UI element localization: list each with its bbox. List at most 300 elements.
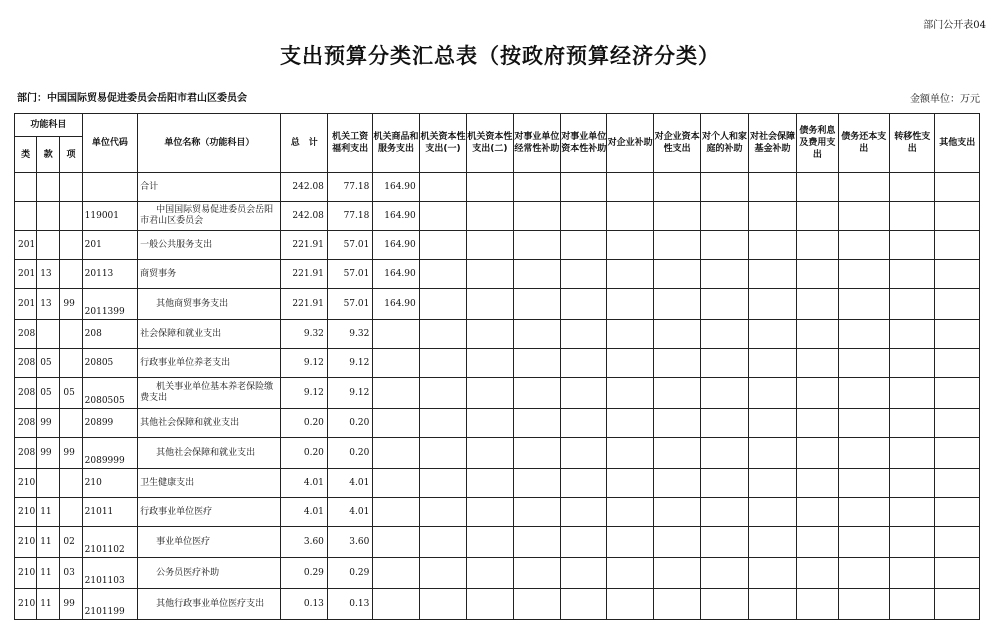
unit-name-cell — [138, 231, 281, 260]
salary-welfare-cell: 77.18 — [327, 202, 372, 231]
xiang-cell — [60, 498, 82, 527]
table-row — [15, 231, 980, 260]
empty-cell — [653, 438, 700, 469]
empty-cell — [513, 498, 560, 527]
xiang-cell: 99 — [60, 589, 82, 620]
empty-cell — [748, 289, 796, 320]
salary-welfare-cell: 57.01 — [327, 260, 372, 289]
empty-cell — [467, 527, 513, 558]
unit-name-text: 其他行政事业单位医疗支出 — [156, 598, 265, 609]
lei-cell: 210 — [15, 527, 37, 558]
empty-cell — [797, 438, 838, 469]
empty-cell — [748, 469, 796, 498]
unit-code-cell: 20899 — [82, 409, 138, 438]
unit-name-text: 行政事业单位养老支出 — [140, 357, 231, 368]
col-header: 机关资本性支出(一) — [419, 114, 466, 173]
xiang-cell — [60, 260, 82, 289]
goods-services-cell — [373, 409, 419, 438]
goods-services-cell: 164.90 — [373, 173, 419, 202]
empty-cell — [838, 289, 889, 320]
total-cell: 3.60 — [281, 527, 327, 558]
unit-name-text: 其他社会保障和就业支出 — [140, 417, 240, 428]
empty-cell — [797, 378, 838, 409]
salary-welfare-cell: 4.01 — [327, 498, 372, 527]
lei-cell: 201 — [15, 231, 37, 260]
empty-cell — [838, 320, 889, 349]
kuan-cell: 99 — [37, 438, 60, 469]
empty-cell — [797, 202, 838, 231]
form-number: 部门公开表04 — [923, 20, 986, 31]
xiang-cell: 03 — [60, 558, 82, 589]
empty-cell — [935, 558, 980, 589]
empty-cell — [607, 349, 653, 378]
salary-welfare-cell: 57.01 — [327, 231, 372, 260]
unit-name-cell — [138, 173, 281, 202]
total-cell: 221.91 — [281, 289, 327, 320]
total-cell: 9.12 — [281, 378, 327, 409]
empty-cell — [607, 438, 653, 469]
unit-code-cell: 2080505 — [82, 378, 138, 409]
lei-header: 类 — [15, 137, 37, 173]
goods-services-cell — [373, 589, 419, 620]
department-label: 部门：中国国际贸易促进委员会岳阳市君山区委员会 — [17, 93, 247, 104]
empty-cell — [653, 527, 700, 558]
empty-cell — [748, 409, 796, 438]
empty-cell — [467, 349, 513, 378]
empty-cell — [935, 409, 980, 438]
unit-code-cell: 2101103 — [82, 558, 138, 589]
unit-name-cell — [138, 349, 281, 378]
unit-code-header: 单位代码 — [82, 114, 138, 173]
empty-cell — [838, 349, 889, 378]
lei-cell: 208 — [15, 320, 37, 349]
kuan-cell: 11 — [37, 527, 60, 558]
empty-cell — [935, 589, 980, 620]
empty-cell — [701, 202, 748, 231]
empty-cell — [419, 409, 466, 438]
unit-name-cell — [138, 438, 281, 469]
empty-cell — [607, 202, 653, 231]
empty-cell — [513, 438, 560, 469]
empty-cell — [838, 438, 889, 469]
goods-services-cell — [373, 378, 419, 409]
empty-cell — [561, 469, 607, 498]
empty-cell — [561, 438, 607, 469]
goods-services-cell — [373, 438, 419, 469]
empty-cell — [513, 231, 560, 260]
unit-name-cell — [138, 558, 281, 589]
empty-cell — [561, 378, 607, 409]
empty-cell — [467, 231, 513, 260]
empty-cell — [467, 469, 513, 498]
empty-cell — [513, 202, 560, 231]
empty-cell — [890, 320, 935, 349]
empty-cell — [467, 320, 513, 349]
empty-cell — [890, 589, 935, 620]
empty-cell — [838, 260, 889, 289]
kuan-cell: 05 — [37, 378, 60, 409]
empty-cell — [701, 260, 748, 289]
empty-cell — [748, 320, 796, 349]
empty-cell — [513, 173, 560, 202]
empty-cell — [653, 498, 700, 527]
empty-cell — [797, 231, 838, 260]
table-row — [15, 409, 980, 438]
unit-code-cell: 2011399 — [82, 289, 138, 320]
table-row — [15, 558, 980, 589]
xiang-cell — [60, 469, 82, 498]
empty-cell — [607, 409, 653, 438]
empty-cell — [513, 378, 560, 409]
total-cell: 9.32 — [281, 320, 327, 349]
unit-name-cell — [138, 378, 281, 409]
empty-cell — [748, 260, 796, 289]
page-title: 支出预算分类汇总表（按政府预算经济分类） — [280, 44, 720, 68]
xiang-cell: 99 — [60, 289, 82, 320]
empty-cell — [935, 438, 980, 469]
empty-cell — [935, 469, 980, 498]
total-cell: 242.08 — [281, 202, 327, 231]
empty-cell — [467, 589, 513, 620]
empty-cell — [935, 378, 980, 409]
empty-cell — [419, 173, 466, 202]
kuan-cell — [37, 320, 60, 349]
kuan-cell — [37, 231, 60, 260]
unit-code-cell: 210 — [82, 469, 138, 498]
col-header: 机关资本性支出(二) — [467, 114, 513, 173]
empty-cell — [838, 202, 889, 231]
total-cell: 4.01 — [281, 469, 327, 498]
empty-cell — [513, 409, 560, 438]
unit-code-cell — [82, 173, 138, 202]
empty-cell — [748, 349, 796, 378]
empty-cell — [748, 173, 796, 202]
empty-cell — [653, 378, 700, 409]
empty-cell — [935, 349, 980, 378]
lei-cell — [15, 202, 37, 231]
salary-welfare-cell: 0.20 — [327, 409, 372, 438]
goods-services-cell — [373, 558, 419, 589]
empty-cell — [890, 349, 935, 378]
empty-cell — [561, 320, 607, 349]
empty-cell — [748, 558, 796, 589]
empty-cell — [607, 260, 653, 289]
lei-cell: 208 — [15, 409, 37, 438]
empty-cell — [701, 527, 748, 558]
xiang-cell: 02 — [60, 527, 82, 558]
unit-code-cell: 208 — [82, 320, 138, 349]
empty-cell — [419, 289, 466, 320]
total-cell: 242.08 — [281, 173, 327, 202]
empty-cell — [419, 469, 466, 498]
total-cell: 221.91 — [281, 260, 327, 289]
empty-cell — [513, 527, 560, 558]
unit-code-cell: 20113 — [82, 260, 138, 289]
empty-cell — [561, 260, 607, 289]
salary-welfare-cell: 57.01 — [327, 289, 372, 320]
lei-cell: 201 — [15, 289, 37, 320]
empty-cell — [419, 558, 466, 589]
unit-name-cell — [138, 527, 281, 558]
kuan-cell — [37, 202, 60, 231]
empty-cell — [838, 558, 889, 589]
lei-cell: 201 — [15, 260, 37, 289]
goods-services-cell — [373, 320, 419, 349]
total-cell: 9.12 — [281, 349, 327, 378]
table-row — [15, 260, 980, 289]
lei-cell: 210 — [15, 589, 37, 620]
empty-cell — [935, 260, 980, 289]
empty-cell — [513, 289, 560, 320]
empty-cell — [935, 289, 980, 320]
empty-cell — [419, 202, 466, 231]
empty-cell — [607, 231, 653, 260]
kuan-cell — [37, 173, 60, 202]
func-subject-header: 功能科目 — [15, 114, 83, 137]
unit-name-text: 事业单位医疗 — [156, 536, 211, 547]
empty-cell — [797, 349, 838, 378]
empty-cell — [890, 527, 935, 558]
empty-cell — [701, 173, 748, 202]
unit-name-text: 卫生健康支出 — [140, 477, 195, 488]
empty-cell — [890, 289, 935, 320]
table-row — [15, 438, 980, 469]
goods-services-cell — [373, 349, 419, 378]
unit-code-cell: 2101199 — [82, 589, 138, 620]
empty-cell — [797, 173, 838, 202]
empty-cell — [890, 469, 935, 498]
empty-cell — [561, 498, 607, 527]
lei-cell: 210 — [15, 498, 37, 527]
salary-welfare-cell: 3.60 — [327, 527, 372, 558]
goods-services-cell: 164.90 — [373, 260, 419, 289]
goods-services-cell: 164.90 — [373, 202, 419, 231]
lei-cell — [15, 173, 37, 202]
lei-cell: 208 — [15, 438, 37, 469]
empty-cell — [513, 320, 560, 349]
empty-cell — [419, 231, 466, 260]
empty-cell — [561, 231, 607, 260]
kuan-cell: 11 — [37, 498, 60, 527]
empty-cell — [653, 558, 700, 589]
salary-welfare-cell: 9.32 — [327, 320, 372, 349]
empty-cell — [935, 498, 980, 527]
unit-name-text: 公务员医疗补助 — [156, 567, 220, 578]
unit-code-cell: 21011 — [82, 498, 138, 527]
empty-cell — [748, 378, 796, 409]
empty-cell — [797, 469, 838, 498]
empty-cell — [653, 260, 700, 289]
col-header: 对社会保障基金补助 — [748, 114, 796, 173]
empty-cell — [653, 320, 700, 349]
empty-cell — [838, 498, 889, 527]
empty-cell — [838, 231, 889, 260]
unit-code-cell: 2101102 — [82, 527, 138, 558]
table-row — [15, 498, 980, 527]
empty-cell — [890, 558, 935, 589]
empty-cell — [890, 231, 935, 260]
empty-cell — [653, 202, 700, 231]
xiang-header: 项 — [60, 137, 82, 173]
empty-cell — [607, 589, 653, 620]
empty-cell — [701, 289, 748, 320]
empty-cell — [513, 349, 560, 378]
unit-name-text: 其他社会保障和就业支出 — [156, 447, 256, 458]
col-header: 对企业补助 — [607, 114, 653, 173]
xiang-cell — [60, 409, 82, 438]
empty-cell — [419, 349, 466, 378]
goods-services-cell — [373, 469, 419, 498]
empty-cell — [838, 409, 889, 438]
empty-cell — [748, 589, 796, 620]
empty-cell — [513, 558, 560, 589]
table-row — [15, 527, 980, 558]
empty-cell — [797, 558, 838, 589]
empty-cell — [653, 469, 700, 498]
empty-cell — [561, 289, 607, 320]
kuan-cell: 13 — [37, 260, 60, 289]
salary-welfare-cell: 77.18 — [327, 173, 372, 202]
kuan-header: 款 — [37, 137, 60, 173]
kuan-cell: 99 — [37, 409, 60, 438]
empty-cell — [935, 202, 980, 231]
salary-welfare-cell: 0.13 — [327, 589, 372, 620]
empty-cell — [797, 589, 838, 620]
xiang-cell: 99 — [60, 438, 82, 469]
table-row — [15, 289, 980, 320]
col-header: 机关工资福利支出 — [327, 114, 372, 173]
total-cell: 221.91 — [281, 231, 327, 260]
total-cell: 0.20 — [281, 438, 327, 469]
table-row — [15, 349, 980, 378]
empty-cell — [797, 289, 838, 320]
goods-services-cell — [373, 498, 419, 527]
empty-cell — [838, 589, 889, 620]
empty-cell — [701, 469, 748, 498]
unit-name-cell — [138, 289, 281, 320]
salary-welfare-cell: 4.01 — [327, 469, 372, 498]
unit-name-cell — [138, 260, 281, 289]
empty-cell — [561, 527, 607, 558]
unit-name-text: 一般公共服务支出 — [140, 239, 213, 250]
empty-cell — [701, 438, 748, 469]
table-row — [15, 202, 980, 231]
kuan-cell: 11 — [37, 558, 60, 589]
col-header: 债务利息及费用支出 — [797, 114, 838, 173]
empty-cell — [607, 289, 653, 320]
table-row — [15, 469, 980, 498]
xiang-cell — [60, 320, 82, 349]
empty-cell — [838, 173, 889, 202]
total-cell: 0.29 — [281, 558, 327, 589]
empty-cell — [561, 349, 607, 378]
lei-cell: 208 — [15, 378, 37, 409]
empty-cell — [513, 589, 560, 620]
expenditure-table — [14, 113, 980, 620]
salary-welfare-cell: 0.20 — [327, 438, 372, 469]
empty-cell — [561, 202, 607, 231]
goods-services-cell — [373, 527, 419, 558]
empty-cell — [561, 589, 607, 620]
empty-cell — [748, 202, 796, 231]
empty-cell — [419, 589, 466, 620]
kuan-cell: 13 — [37, 289, 60, 320]
empty-cell — [701, 320, 748, 349]
unit-name-cell — [138, 469, 281, 498]
total-cell: 0.13 — [281, 589, 327, 620]
xiang-cell — [60, 173, 82, 202]
empty-cell — [561, 409, 607, 438]
empty-cell — [748, 527, 796, 558]
kuan-cell — [37, 469, 60, 498]
table-row — [15, 378, 980, 409]
empty-cell — [797, 498, 838, 527]
empty-cell — [701, 349, 748, 378]
table-row — [15, 173, 980, 202]
xiang-cell — [60, 349, 82, 378]
lei-cell: 210 — [15, 469, 37, 498]
empty-cell — [607, 558, 653, 589]
unit-name-cell — [138, 589, 281, 620]
col-header: 其他支出 — [935, 114, 980, 173]
empty-cell — [797, 409, 838, 438]
empty-cell — [653, 173, 700, 202]
empty-cell — [890, 409, 935, 438]
total-cell: 0.20 — [281, 409, 327, 438]
empty-cell — [890, 378, 935, 409]
empty-cell — [419, 498, 466, 527]
empty-cell — [701, 589, 748, 620]
empty-cell — [890, 260, 935, 289]
empty-cell — [467, 378, 513, 409]
empty-cell — [797, 260, 838, 289]
col-header: 对企业资本性支出 — [653, 114, 700, 173]
total-header: 总 计 — [281, 114, 327, 173]
col-header: 对事业单位经常性补助 — [513, 114, 560, 173]
empty-cell — [890, 173, 935, 202]
salary-welfare-cell: 9.12 — [327, 378, 372, 409]
empty-cell — [890, 438, 935, 469]
empty-cell — [748, 498, 796, 527]
empty-cell — [513, 469, 560, 498]
xiang-cell — [60, 202, 82, 231]
unit-name-text: 商贸事务 — [140, 268, 177, 279]
empty-cell — [419, 260, 466, 289]
empty-cell — [653, 231, 700, 260]
col-header: 对个人和家庭的补助 — [701, 114, 748, 173]
empty-cell — [935, 527, 980, 558]
unit-name-cell — [138, 320, 281, 349]
unit-name-cell — [138, 409, 281, 438]
empty-cell — [607, 378, 653, 409]
empty-cell — [467, 289, 513, 320]
empty-cell — [607, 173, 653, 202]
empty-cell — [748, 231, 796, 260]
empty-cell — [701, 378, 748, 409]
goods-services-cell: 164.90 — [373, 231, 419, 260]
col-header: 机关商品和服务支出 — [373, 114, 419, 173]
unit-name-text: 机关事业单位基本养老保险缴费支出 — [140, 382, 274, 403]
empty-cell — [838, 378, 889, 409]
empty-cell — [467, 438, 513, 469]
unit-name-text: 其他商贸事务支出 — [156, 298, 229, 309]
empty-cell — [701, 498, 748, 527]
table-row — [15, 320, 980, 349]
empty-cell — [748, 438, 796, 469]
empty-cell — [607, 527, 653, 558]
amount-unit-label: 金额单位：万元 — [910, 94, 980, 105]
empty-cell — [653, 349, 700, 378]
